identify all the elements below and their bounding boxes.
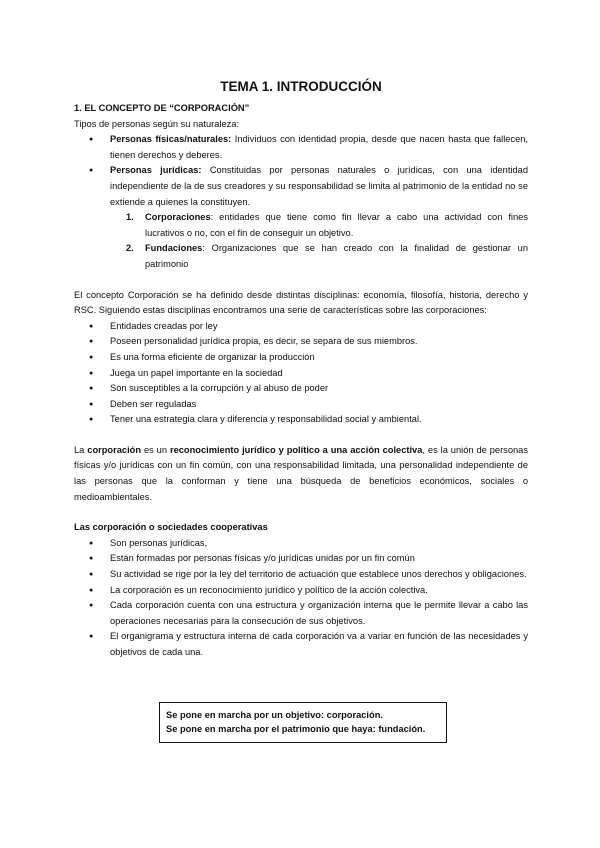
person-types-list xyxy=(74,132,528,272)
cooperatives-heading: Las corporación o sociedades cooperativas xyxy=(74,522,268,533)
corporation-concept-paragraph: El concepto Corporación se ha definido desde distintas disciplinas: economía, filosofía, historia, derecho y RSC. Siguiendo estas disciplinas encontramos una serie de características sobre las corporaciones: xyxy=(74,289,528,316)
features-list xyxy=(74,319,528,428)
list-item: ● Su actividad se rige por la ley del territorio de actuación que establece unos derechos y obligaciones. xyxy=(74,567,528,583)
text-bold: reconocimiento jurídico y político a una acción colectiva xyxy=(169,444,423,455)
item-label: Personas jurídicas: xyxy=(110,165,202,176)
list-item: ● Entidades creadas por ley xyxy=(74,319,528,335)
document-page xyxy=(74,72,528,661)
item-label: Personas físicas/naturales: xyxy=(110,134,232,145)
corporation-definition-paragraph xyxy=(74,443,528,505)
list-item: ● Poseen personalidad jurídica propia, es decir, se separa de sus miembros. xyxy=(74,334,528,350)
item-text: : Organizaciones que se han creado con la finalidad de gestionar un patrimonio xyxy=(145,243,528,269)
summary-line: Se pone en marcha por un objetivo: corporación. xyxy=(166,710,383,720)
item-number: 1. xyxy=(126,212,134,223)
list-item: ● La corporación es un reconocimiento jurídico y político de la acción colectiva. xyxy=(74,583,528,599)
summary-line: Se pone en marcha por el patrimonio que haya: fundación. xyxy=(166,724,426,734)
list-item: ● Son personas jurídicas, xyxy=(74,536,528,552)
item-text: Individuos con identidad propia, desde que nacen hasta que fallecen, tienen derechos y deberes. xyxy=(110,134,529,160)
list-item: ● Están formadas por personas físicas y/o jurídicas unidas por un fin común xyxy=(74,551,528,567)
list-item: ● Son susceptibles a la corrupción y al abuso de poder xyxy=(74,381,528,397)
section-heading: 1. EL CONCEPTO DE “CORPORACIÓN” xyxy=(74,103,250,113)
item-number: 2. xyxy=(126,243,134,254)
text-run: , es la unión de personas físicas y/o jurídicas con un fin común, con una responsabilidad limitada, una personalidad independiente de las personas que la conforman y tiene una búsqueda de beneficios económicos, sociales o medioambientales. xyxy=(74,444,528,502)
types-intro: Tipos de personas según su naturaleza: xyxy=(74,118,240,129)
item-label: Fundaciones xyxy=(145,243,203,254)
item-label: Corporaciones xyxy=(145,212,211,223)
item-text: : entidades que tiene como fin llevar a cabo una actividad con fines lucrativos o no, con el fin de conseguir un objetivo. xyxy=(145,212,528,238)
list-item xyxy=(74,210,528,241)
list-item: ● Es una forma eficiente de organizar la producción xyxy=(74,350,528,366)
list-item: ● Tener una estrategia clara y diferencia y responsabilidad social y ambiental. xyxy=(74,412,528,428)
text-bold: corporación xyxy=(87,444,142,455)
cooperatives-list xyxy=(74,536,528,661)
list-item xyxy=(74,241,528,272)
list-item xyxy=(74,163,528,272)
text-run: La xyxy=(74,444,88,455)
legal-person-subtypes xyxy=(74,210,528,272)
list-item: ● El organigrama y estructura interna de cada corporación va a variar en función de las necesidades y objetivos de cada una. xyxy=(74,629,528,660)
summary-box xyxy=(159,702,447,743)
list-item xyxy=(74,132,528,163)
list-item: ● Juega un papel importante en la sociedad xyxy=(74,366,528,382)
list-item: ● Deben ser reguladas xyxy=(74,397,528,413)
page-title: TEMA 1. INTRODUCCIÓN xyxy=(220,79,382,94)
list-item: ● Cada corporación cuenta con una estructura y organización interna que le permite llevar a cabo las operaciones necesarias para la consecución de sus objetivos. xyxy=(74,598,528,629)
item-text: Constituidas por personas naturales o jurídicas, con una identidad independiente de la de sus creadores y su responsabilidad se limita al patrimonio de la entidad no se extiende a quienes la constituyen. xyxy=(110,165,528,207)
text-run: es un xyxy=(141,444,170,455)
